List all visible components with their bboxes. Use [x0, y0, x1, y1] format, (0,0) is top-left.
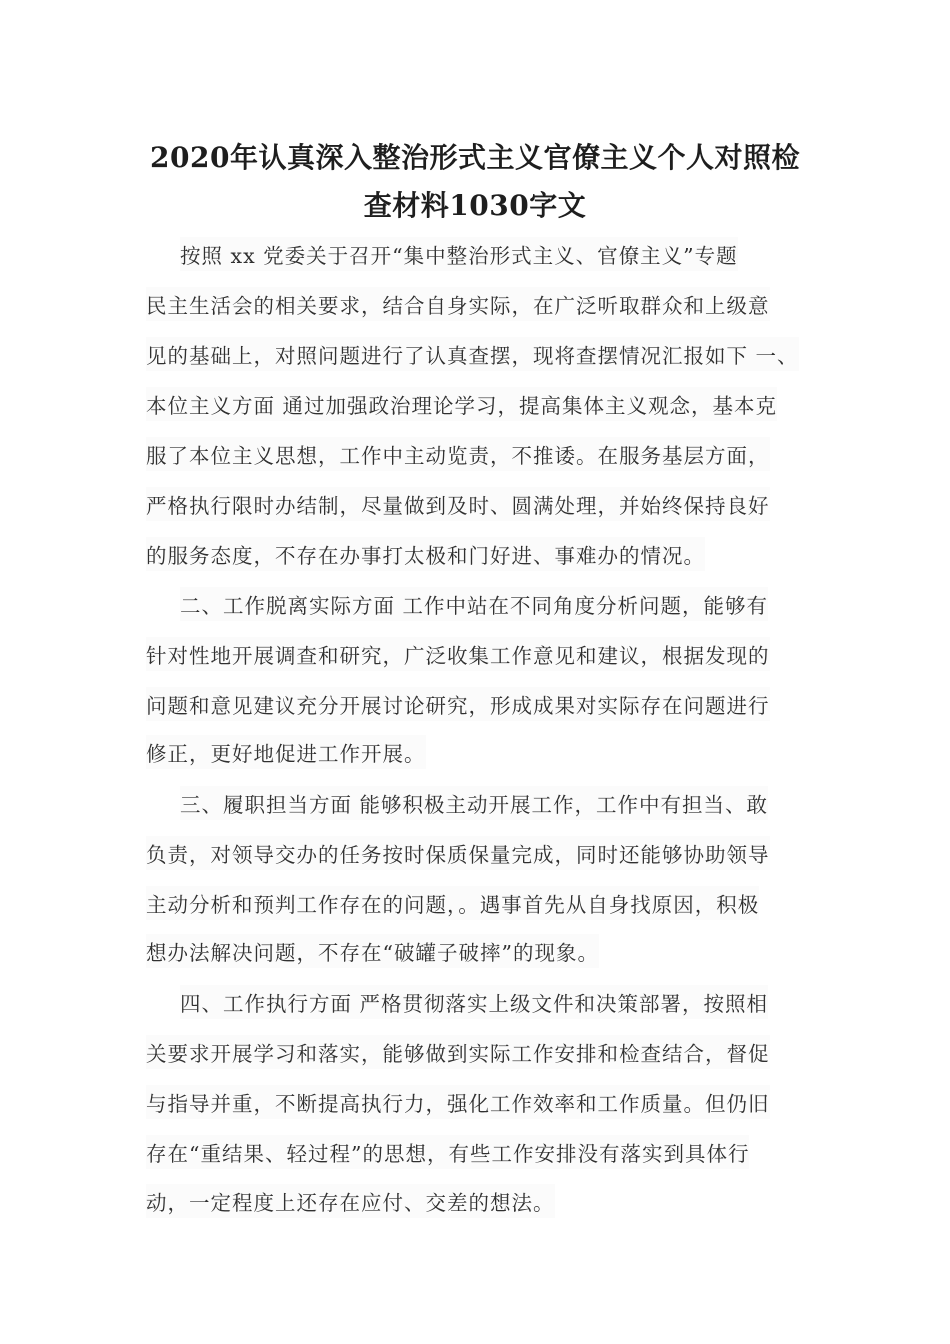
paragraph-line: 三、履职担当方面 能够积极主动开展工作，工作中有担当、敢 — [180, 786, 768, 820]
paragraph-line: 本位主义方面 通过加强政治理论学习，提高集体主义观念，基本克 — [146, 387, 777, 421]
paragraph-line: 四、工作执行方面 严格贯彻落实上级文件和决策部署，按照相 — [180, 985, 768, 1019]
paragraph-line: 见的基础上，对照问题进行了认真查摆，现将查摆情况汇报如下 一、 — [146, 337, 799, 371]
paragraph-line: 的服务态度，不存在办事打太极和门好进、事难办的情况。 — [146, 537, 705, 571]
paragraph-line: 修正，更好地促进工作开展。 — [146, 735, 426, 769]
paragraph-line: 服了本位主义思想，工作中主动览责，不推诿。在服务基层方面， — [146, 437, 770, 471]
paragraph-line: 问题和意见建议充分开展讨论研究，形成成果对实际存在问题进行 — [146, 687, 770, 721]
paragraph-line: 负责，对领导交办的任务按时保质保量完成，同时还能够协助领导 — [146, 836, 770, 870]
paragraph-line: 关要求开展学习和落实，能够做到实际工作安排和检查结合，督促 — [146, 1035, 770, 1069]
document-title-line-1: 2020年认真深入整治形式主义官僚主义个人对照检 — [150, 141, 800, 174]
paragraph-line: 二、工作脱离实际方面 工作中站在不同角度分析问题，能够有 — [180, 587, 768, 621]
paragraph-line: 想办法解决问题，不存在“破罐子破摔”的现象。 — [146, 934, 599, 968]
paragraph-line: 严格执行限时办结制，尽量做到及时、圆满处理，并始终保持良好 — [146, 487, 770, 521]
paragraph-line: 与指导并重，不断提高执行力，强化工作效率和工作质量。但仍旧 — [146, 1085, 770, 1119]
paragraph-line: 按照 xx 党委关于召开“集中整治形式主义、官僚主义”专题 — [180, 237, 738, 271]
paragraph-line: 主动分析和预判工作存在的问题，。遇事首先从自身找原因，积极 — [146, 886, 759, 920]
paragraph-line: 存在“重结果、轻过程”的思想，有些工作安排没有落实到具体行 — [146, 1135, 749, 1169]
paragraph-line: 针对性地开展调查和研究，广泛收集工作意见和建议，根据发现的 — [146, 637, 770, 671]
paragraph-line: 动，一定程度上还存在应付、交差的想法。 — [146, 1184, 555, 1218]
paragraph-line: 民主生活会的相关要求，结合自身实际，在广泛听取群众和上级意 — [146, 287, 770, 321]
document-title-line-2: 查材料1030字文 — [363, 189, 587, 222]
